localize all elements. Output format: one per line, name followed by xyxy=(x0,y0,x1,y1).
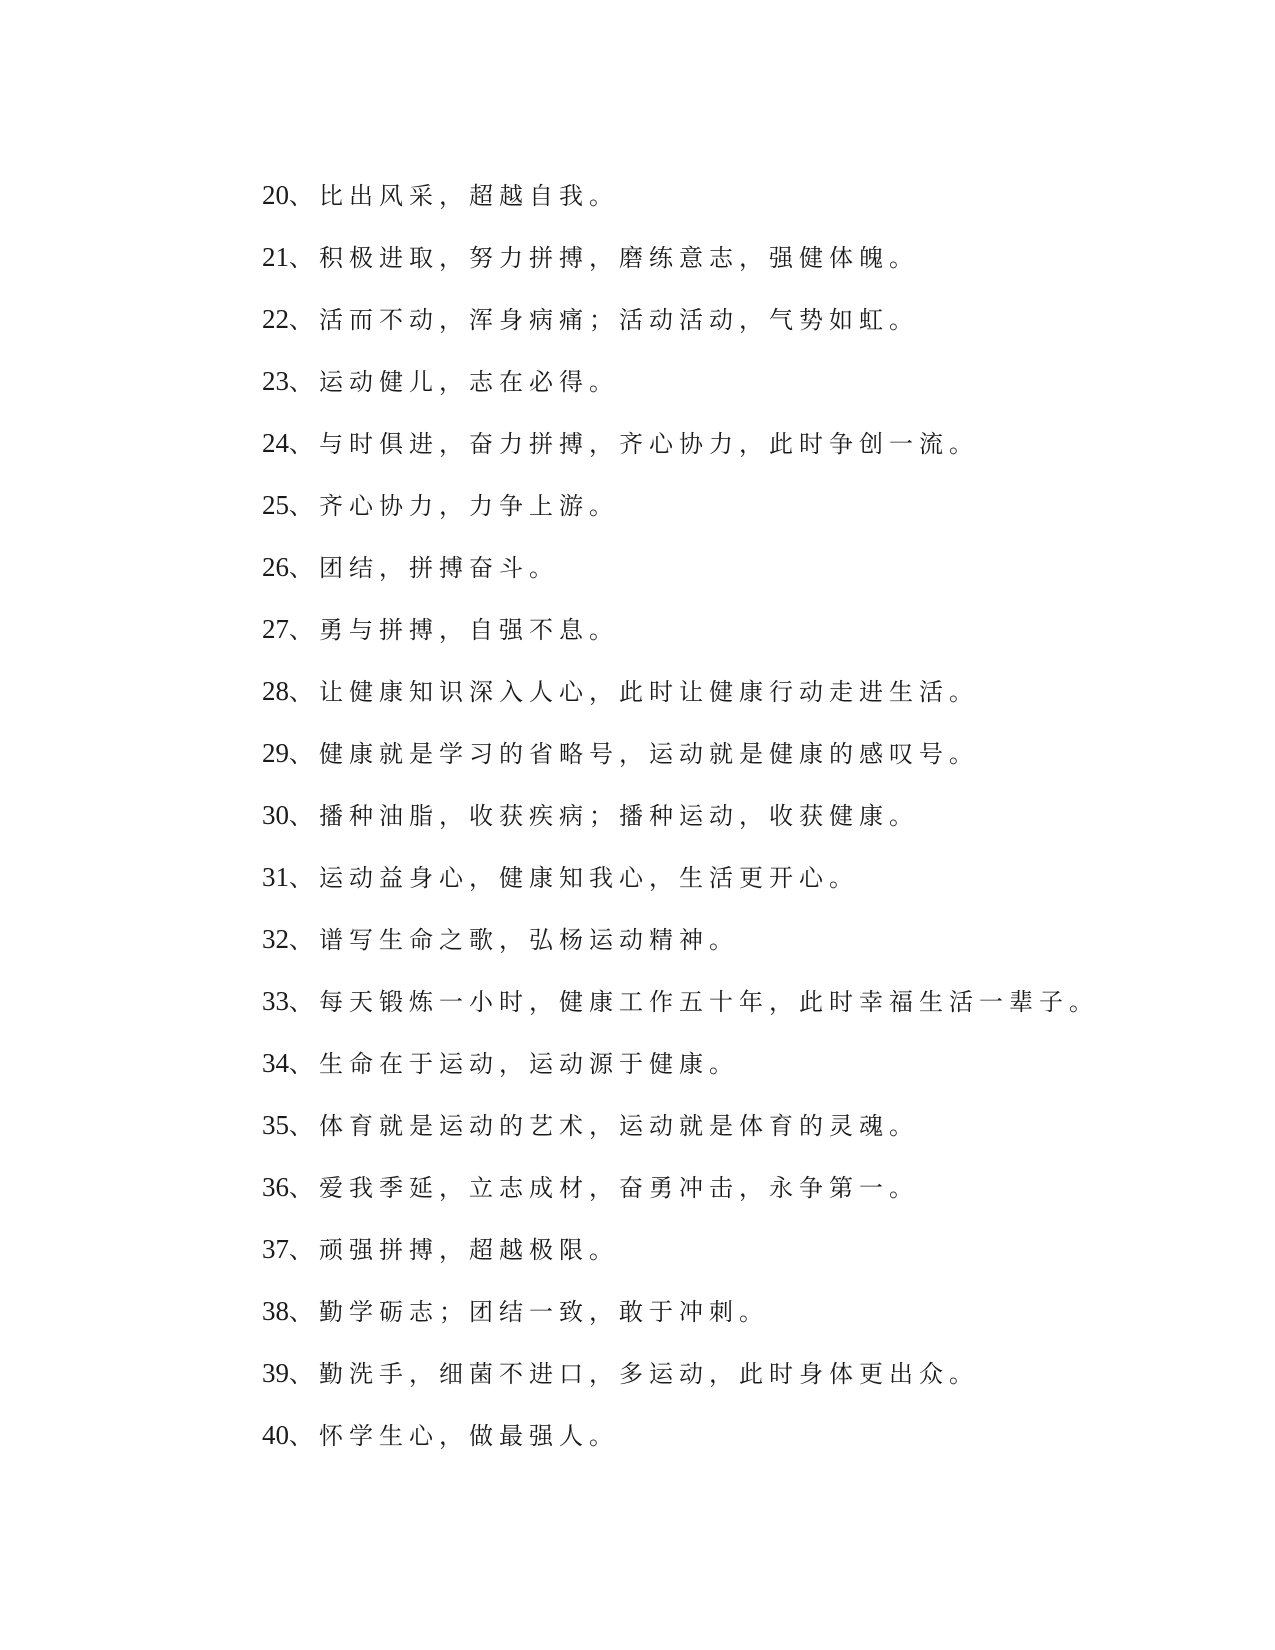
list-item xyxy=(262,908,1222,970)
item-number: 36 xyxy=(262,1172,289,1202)
item-text: 、生命在于运动，运动源于健康。 xyxy=(289,1050,739,1078)
list-item xyxy=(262,1404,1222,1466)
item-text: 、让健康知识深入人心，此时让健康行动走进生活。 xyxy=(289,678,979,706)
item-number: 32 xyxy=(262,924,289,954)
list-item xyxy=(262,1342,1222,1404)
item-number: 40 xyxy=(262,1420,289,1450)
item-text: 、比出风采，超越自我。 xyxy=(289,182,619,210)
item-number: 24 xyxy=(262,428,289,458)
item-text: 、勤学砺志；团结一致，敢于冲刺。 xyxy=(289,1298,769,1326)
item-number: 39 xyxy=(262,1358,289,1388)
list-item xyxy=(262,1280,1222,1342)
item-number: 30 xyxy=(262,800,289,830)
list-item xyxy=(262,1156,1222,1218)
list-item xyxy=(262,288,1222,350)
item-text: 、勤洗手，细菌不进口，多运动，此时身体更出众。 xyxy=(289,1360,979,1388)
item-text: 、活而不动，浑身病痛；活动活动，气势如虹。 xyxy=(289,306,919,334)
list-item xyxy=(262,164,1222,226)
list-item xyxy=(262,970,1222,1032)
item-number: 25 xyxy=(262,490,289,520)
list-item xyxy=(262,412,1222,474)
item-text: 、体育就是运动的艺术，运动就是体育的灵魂。 xyxy=(289,1112,919,1140)
slogan-list xyxy=(262,164,1222,1466)
item-text: 、健康就是学习的省略号，运动就是健康的感叹号。 xyxy=(289,740,979,768)
item-number: 28 xyxy=(262,676,289,706)
item-number: 26 xyxy=(262,552,289,582)
list-item xyxy=(262,784,1222,846)
item-number: 21 xyxy=(262,242,289,272)
item-number: 31 xyxy=(262,862,289,892)
item-text: 、运动益身心，健康知我心，生活更开心。 xyxy=(289,864,859,892)
list-item xyxy=(262,1218,1222,1280)
item-text: 、勇与拼搏，自强不息。 xyxy=(289,616,619,644)
list-item xyxy=(262,598,1222,660)
list-item xyxy=(262,722,1222,784)
item-text: 、谱写生命之歌，弘杨运动精神。 xyxy=(289,926,739,954)
list-item xyxy=(262,846,1222,908)
list-item xyxy=(262,226,1222,288)
list-item xyxy=(262,536,1222,598)
item-number: 35 xyxy=(262,1110,289,1140)
item-number: 29 xyxy=(262,738,289,768)
list-item xyxy=(262,350,1222,412)
item-text: 、怀学生心，做最强人。 xyxy=(289,1422,619,1450)
item-text: 、团结，拼搏奋斗。 xyxy=(289,554,559,582)
item-text: 、运动健儿，志在必得。 xyxy=(289,368,619,396)
item-number: 34 xyxy=(262,1048,289,1078)
list-item xyxy=(262,474,1222,536)
list-item xyxy=(262,1094,1222,1156)
item-text: 、顽强拼搏，超越极限。 xyxy=(289,1236,619,1264)
item-text: 、与时俱进，奋力拼搏，齐心协力，此时争创一流。 xyxy=(289,430,979,458)
item-number: 38 xyxy=(262,1296,289,1326)
list-item xyxy=(262,660,1222,722)
item-number: 20 xyxy=(262,180,289,210)
item-number: 33 xyxy=(262,986,289,1016)
item-text: 、每天锻炼一小时，健康工作五十年，此时幸福生活一辈子。 xyxy=(289,988,1099,1016)
item-number: 22 xyxy=(262,304,289,334)
item-text: 、爱我季延，立志成材，奋勇冲击，永争第一。 xyxy=(289,1174,919,1202)
list-item xyxy=(262,1032,1222,1094)
item-text: 、齐心协力，力争上游。 xyxy=(289,492,619,520)
item-number: 37 xyxy=(262,1234,289,1264)
item-text: 、播种油脂，收获疾病；播种运动，收获健康。 xyxy=(289,802,919,830)
item-text: 、积极进取，努力拼搏，磨练意志，强健体魄。 xyxy=(289,244,919,272)
item-number: 27 xyxy=(262,614,289,644)
item-number: 23 xyxy=(262,366,289,396)
